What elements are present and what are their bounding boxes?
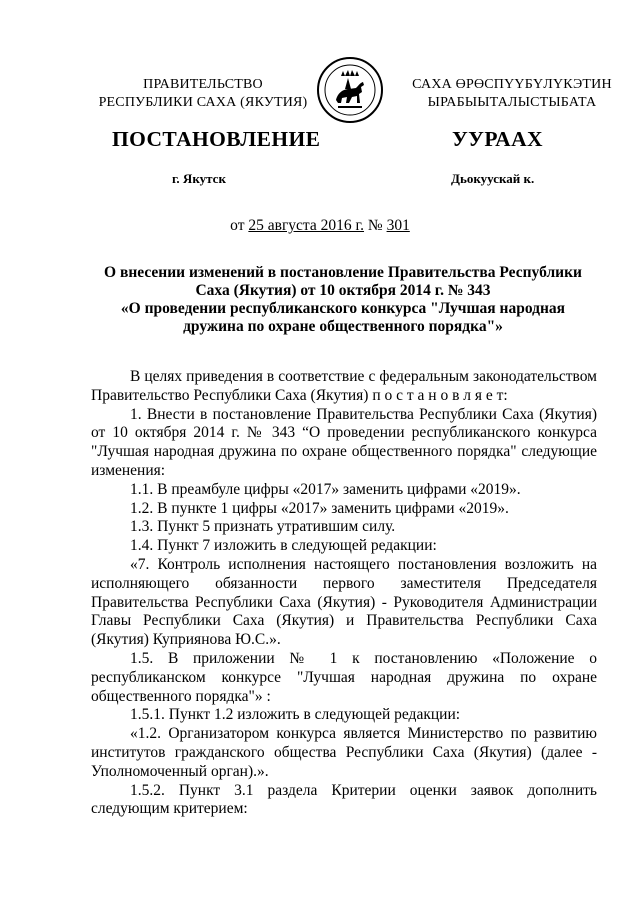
header-right-line1: САХА ӨРӨСПҮҮБҮЛҮКЭТИН xyxy=(412,77,612,92)
header-left-line2: РЕСПУБЛИКИ САХА (ЯКУТИЯ) xyxy=(98,95,308,110)
document-title xyxy=(100,264,586,336)
document-date: 25 августа 2016 г. xyxy=(248,217,365,234)
header-left xyxy=(78,76,328,112)
paragraph: 1.5.1. Пункт 1.2 изложить в следующей редакции: xyxy=(130,706,461,724)
paragraph: 1. Внести в постановление Правительства Республики Саха (Якутия) от 10 октября 2014 г. № 343 “О проведении республиканского конкурса "Лучшая народная дружина по охране общественного порядка" следующие изменения: xyxy=(91,405,597,479)
doc-type-left: ПОСТАНОВЛЕНИЕ xyxy=(112,127,321,151)
paragraph: 1.2. В пункте 1 цифры «2017» заменить цифрами «2019». xyxy=(130,499,509,517)
document-number: 301 xyxy=(386,217,410,234)
date-line xyxy=(0,217,640,235)
title-line: «О проведении республиканского конкурса "Лучшая народная xyxy=(120,300,566,317)
paragraph: 1.1. В преамбуле цифры «2017» заменить цифрами «2019». xyxy=(130,480,521,498)
paragraph: 1.5. В приложении № 1 к постановлению «Положение о республиканском конкурсе "Лучшая народная дружина по охране общественного порядка"» : xyxy=(91,649,597,705)
header-right-line2: ЫРАБЫЫТАЛЫСТЫБАТА xyxy=(427,95,597,110)
coat-of-arms-emblem xyxy=(316,56,384,124)
paragraph: 1.4. Пункт 7 изложить в следующей редакции: xyxy=(130,537,437,555)
date-prefix: от xyxy=(230,217,245,234)
paragraph: «1.2. Организатором конкурса является Министерство по развитию институтов гражданского общества Республики Саха (Якутия) (далее - Уполномоченный орган).». xyxy=(91,725,597,780)
paragraph: «7. Контроль исполнения настоящего постановления возложить на исполняющего обязанности первого заместителя Председателя Правительства Республики Саха (Якутия) - Руководителя Администрации Главы Республики Саха (Якутия) и Правительства Республики Саха (Якутия) Куприянова Ю.С.». xyxy=(91,555,597,649)
document-body xyxy=(91,368,597,819)
header-left-line1: ПРАВИТЕЛЬСТВО xyxy=(143,77,263,92)
paragraph: 1.5.2. Пункт 3.1 раздела Критерии оценки заявок дополнить следующим критерием: xyxy=(91,781,597,818)
title-line: О внесении изменений в постановление Правительства Республики xyxy=(104,264,582,281)
paragraph: 1.3. Пункт 5 признать утратившим силу. xyxy=(130,518,396,536)
doc-type-right: УУРААХ xyxy=(452,127,543,151)
number-sign: № xyxy=(367,217,383,234)
header-right xyxy=(392,76,632,112)
paragraph: В целях приведения в соответствие с федеральным законодательством Правительство Республики Саха (Якутия) п о с т а н о в л я е т: xyxy=(91,368,597,404)
title-line: дружина по охране общественного порядка"» xyxy=(183,318,503,335)
title-line: Саха (Якутия) от 10 октября 2014 г. № 343 xyxy=(195,282,491,299)
city-left: г. Якутск xyxy=(172,171,226,186)
city-right: Дьокуускай к. xyxy=(451,171,535,186)
